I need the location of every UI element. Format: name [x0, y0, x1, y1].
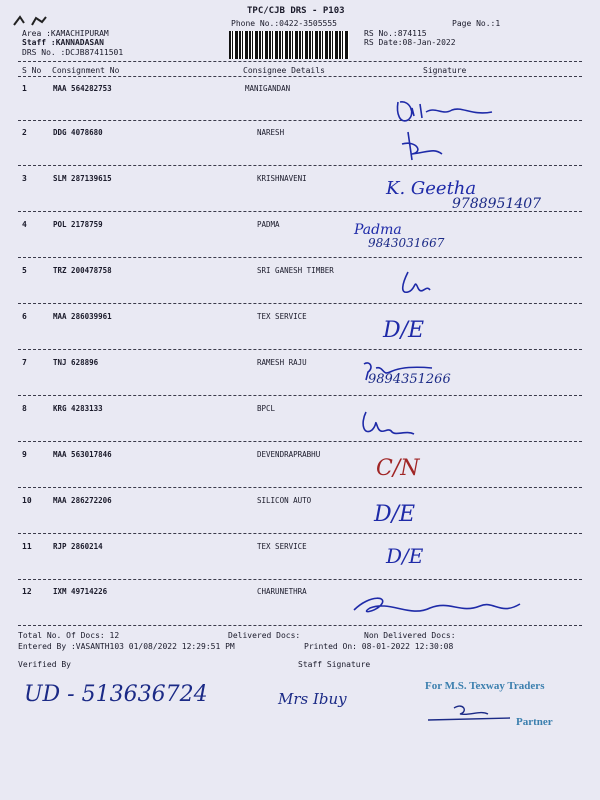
signature-row12: [350, 592, 530, 622]
row-divider: [18, 257, 582, 258]
row-sno: 7: [22, 358, 27, 367]
row-consignee: TEX SERVICE: [257, 542, 307, 551]
row-divider: [18, 579, 582, 580]
row-consignment: MAA 563017846: [53, 450, 112, 459]
row-consignee: RAMESH RAJU: [257, 358, 307, 367]
row-consignment: POL 2178759: [53, 220, 103, 229]
entered-by: Entered By :VASANTH103 01/08/2022 12:29:51 PM: [18, 642, 235, 651]
signature-row6: D/E: [383, 318, 425, 343]
row-divider: [18, 625, 582, 626]
printed-on: Printed On: 08-01-2022 12:30:08: [304, 642, 454, 651]
col-sno-header: S No: [22, 66, 42, 75]
row-sno: 4: [22, 220, 27, 229]
row-consignee: KRISHNAVENI: [257, 174, 307, 183]
delivered-docs: Delivered Docs:: [228, 631, 301, 640]
phone-row3: 9788951407: [452, 196, 542, 212]
signature-row3: K. Geetha: [386, 178, 477, 199]
staff-handwritten-signature: Mrs Ibuy: [278, 690, 347, 708]
row-consignment: KRG 4283133: [53, 404, 103, 413]
signature-row1: [392, 94, 512, 130]
row-sno: 1: [22, 84, 27, 93]
row-divider: [18, 395, 582, 396]
row-sno: 12: [22, 587, 32, 596]
signature-row10: D/E: [374, 502, 416, 527]
company-stamp-name: For M.S. Texway Traders: [425, 680, 545, 692]
row-sno: 9: [22, 450, 27, 459]
divider: [18, 61, 582, 62]
row-consignment: DDG 4078680: [53, 128, 103, 137]
row-sno: 2: [22, 128, 27, 137]
col-signature-header: Signature: [423, 66, 467, 75]
rs-number: RS No.:874115: [364, 29, 427, 38]
page-number: Page No.:1: [452, 19, 501, 28]
row-consignment: MAA 286039961: [53, 312, 112, 321]
divider: [18, 76, 582, 77]
row-consignment: MAA 286272206: [53, 496, 112, 505]
row-divider: [18, 441, 582, 442]
row-sno: 5: [22, 266, 27, 275]
area-field: Area :KAMACHIPURAM: [22, 29, 109, 38]
company-stamp-role: Partner: [516, 716, 553, 728]
signature-row9: C/N: [376, 456, 420, 481]
row-divider: [18, 533, 582, 534]
col-consignment-header: Consignment No: [52, 66, 120, 75]
row-consignee: SRI GANESH TIMBER: [257, 266, 334, 275]
barcode: [229, 31, 349, 59]
signature-row2: [398, 130, 458, 166]
stamp-signature: [424, 700, 514, 724]
row-consignment: TRZ 200478758: [53, 266, 112, 275]
row-divider: [18, 487, 582, 488]
row-divider: [18, 349, 582, 350]
phone-number: Phone No.:0422-3505555: [231, 19, 337, 28]
non-delivered-docs: Non Delivered Docs:: [364, 631, 456, 640]
row-sno: 3: [22, 174, 27, 183]
row-consignment: IXM 49714226: [53, 587, 108, 596]
row-consignee: PADMA: [257, 220, 280, 229]
signature-row11: D/E: [386, 544, 424, 568]
row-consignee: TEX SERVICE: [257, 312, 307, 321]
total-docs: Total No. Of Docs: 12: [18, 631, 120, 640]
verified-handwritten-note: UD - 513636724: [24, 682, 208, 707]
row-consignee: SILICON AUTO: [257, 496, 312, 505]
row-divider: [18, 165, 582, 166]
drs-number: DRS No. :DCJB87411501: [22, 48, 124, 57]
row-consignment: TNJ 628896: [53, 358, 99, 367]
signature-row5: [394, 270, 434, 300]
signature-row4: Padma: [354, 222, 402, 238]
phone-row7: 9894351266: [368, 372, 451, 387]
staff-field: Staff :KANNADASAN: [22, 38, 104, 47]
verified-by-label: Verified By: [18, 660, 71, 669]
row-consignment: SLM 287139615: [53, 174, 112, 183]
row-consignee: BPCL: [257, 404, 276, 413]
row-consignee: NARESH: [257, 128, 285, 137]
phone-row4: 9843031667: [368, 236, 445, 250]
row-sno: 11: [22, 542, 32, 551]
document-title: TPC/CJB DRS - P103: [247, 6, 345, 16]
row-consignee: DEVENDRAPRABHU: [257, 450, 321, 459]
rs-date: RS Date:08-Jan-2022: [364, 38, 456, 47]
row-sno: 6: [22, 312, 27, 321]
signature-row8: [358, 408, 418, 442]
row-consignment: MAA 564282753: [53, 84, 112, 93]
staff-signature-label: Staff Signature: [298, 660, 371, 669]
row-divider: [18, 303, 582, 304]
row-consignment: RJP 2860214: [53, 542, 103, 551]
row-consignee: MANIGANDAN: [245, 84, 291, 93]
row-consignee: CHARUNETHRA: [257, 587, 307, 596]
row-sno: 8: [22, 404, 27, 413]
row-sno: 10: [22, 496, 32, 505]
col-consignee-header: Consignee Details: [243, 66, 325, 75]
